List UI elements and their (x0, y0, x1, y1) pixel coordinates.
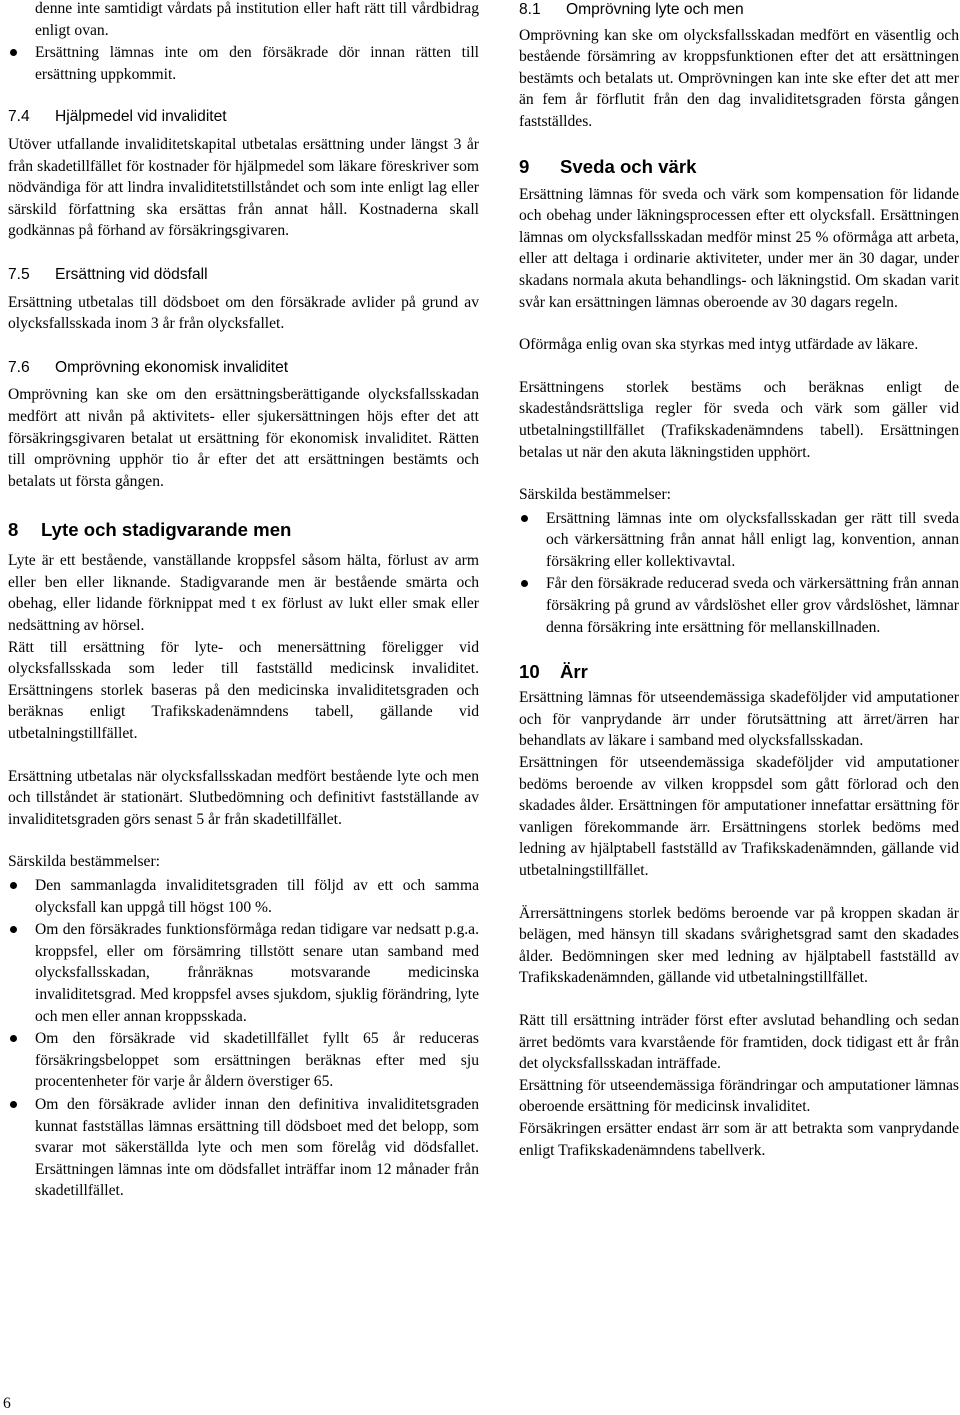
section-paragraph: Ersättningen för utseendemässiga skadeföljder vid amputationer bedöms beroende av vilken kroppsdel som gått förlorad och den skadades ålder. Ersättningen för amputationer innefattar ersättning för vanligen förekommande ärr. Ersättningens storlek bedöms med ledning av hjälptabell fastställd av Trafikskadenämnden, gällande vid utbetalningstillfället. (519, 754, 959, 879)
section-paragraph: Ersättning lämnas för utseendemässiga skadeföljder vid amputationer och för vanprydande ärr under förutsättning att ärret/ärren har behandlats av läkare i samband med olycksfallsskadan. (519, 689, 959, 750)
section-title: Omprövning ekonomisk invaliditet (55, 358, 289, 376)
section-paragraph: Ersättning utbetalas när olycksfallsskadan medfört bestående lyte och men och tillståndet är stationärt. Slutbedömning och definitivt fastställande av invaliditetsgraden görs senast 5 år från skadetillfället. (8, 767, 479, 828)
chapter-number: 10 (519, 661, 540, 683)
special-rules-label: Särskilda bestämmelser: (8, 853, 161, 871)
list-item (519, 573, 959, 638)
bullet-icon (10, 926, 17, 933)
chapter-heading (519, 660, 959, 684)
right-column (519, 0, 959, 1161)
section-8 (8, 518, 479, 1202)
section-body: Omprövning kan ske om olycksfallsskadan medfört en väsentlig och bestående försämring av kroppsfunktionen efter det att ersättningen bestämts och betalats ut. Omprövningen kan inte ske efter det att mer än fem år förflutit från den dag invaliditetsgraden första gången fastställdes. (519, 26, 959, 130)
list-item-text: denne inte samtidigt vårdats på institution eller haft rätt till vårdbidrag enligt ovan. (35, 0, 479, 39)
section-paragraph: Ersättningens storlek bestäms och beräknas enligt de skadeståndsrättsliga regler för sveda och värk som gäller vid utbetalningstillfället (Trafikskadenämndens tabell). Ersättningen betalas ut när den akuta läkningstiden upphört. (519, 378, 959, 461)
section-number: 7.6 (8, 358, 30, 376)
chapter-heading (8, 518, 479, 542)
list-item-text: Om den försäkrade avlider innan den definitiva invaliditetsgraden kunnat fastställas lämnas ersättning till dödsboet med det belopp, som svarar mot säkerställda lyte och men som förelåg vid dödsfallet. Ersättningen lämnas inte om dödsfallet inträffar inom 12 månader från skadetillfället. (35, 1095, 479, 1200)
bullet-icon (10, 49, 17, 56)
list-item (519, 508, 959, 573)
bullet-icon (521, 515, 528, 522)
section-heading (8, 357, 479, 379)
section-body: Utöver utfallande invaliditetskapital utbetalas ersättning under längst 3 år från skadetillfället för kostnader för hjälpmedel som läkare föreskriver som nödvändiga för att lindra invaliditetstillståndet och som inte enligt lag eller särskild författning ska ersättas från annat håll. Kostnaderna skall godkännas på förhand av försäkringsgivaren. (8, 135, 479, 240)
list-item-text: Ersättning lämnas inte om den försäkrade dör innan rätten till ersättning uppkommit. (35, 44, 479, 83)
section-title: Omprövning lyte och men (566, 1, 744, 18)
section-body: Omprövning kan ske om den ersättningsberättigande olycksfallsskadan medfört att nivån på aktivitets- eller sjukersättningen höjs efter det att försäkringsgivaren betalat ut ersättning för ekonomisk invaliditet. Rätten till omprövning upphör tio år efter det att ersättningen bestämts och betalats ut första gången. (8, 386, 479, 490)
section-paragraph: Ersättning för utseendemässiga förändringar och amputationer lämnas oberoende ersättning för medicinsk invaliditet. (519, 1076, 959, 1116)
section-paragraph: Oförmåga enlig ovan ska styrkas med intyg utfärdade av läkare. (519, 336, 919, 354)
section-10 (519, 660, 959, 1161)
section-paragraph: Lyte är ett bestående, vanställande kroppsfel såsom hälta, förlust av arm eller ben eller liknande. Stadigvarande men är bestående smärta och obehag, eller lidande förknippat med t ex förlust av lukt eller smak eller nedsättning av hörsel. (8, 552, 479, 635)
section-paragraph: Försäkringen ersätter endast ärr som är att betrakta som vanprydande enligt Trafikskadenämndens tabellverk. (519, 1119, 959, 1159)
bullet-icon (10, 1035, 17, 1042)
section-heading (8, 106, 479, 128)
chapter-title: Ärr (560, 661, 588, 683)
section-title: Hjälpmedel vid invaliditet (55, 108, 227, 126)
section-title: Ersättning vid dödsfall (55, 265, 208, 283)
page-number: 6 (3, 1395, 11, 1412)
section-paragraph: Rätt till ersättning inträder först efter avslutad behandling och sedan ärret bedömts vara kvarstående för framtiden, dock tidigast ett år från det olycksfallsskadan inträffade. (519, 1011, 959, 1073)
chapter-number: 9 (519, 155, 530, 177)
section-8-1 (519, 0, 959, 133)
bullet-icon (521, 580, 528, 587)
chapter-title: Lyte och stadigvarande men (41, 519, 292, 541)
list-item (8, 1028, 479, 1093)
special-rules-list (519, 508, 959, 639)
list-item-text: Om den försäkrades funktionsförmåga redan tidigare var nedsatt p.g.a. kroppsfel, eller om försämring tillstött senare utan samband med olycksfallsskadan, frånräknas motsvarande medicinska invaliditetsgrad. Med kroppsfel avses sjukdom, sjuklig förändring, lyte och men eller annan kroppsskada. (35, 921, 479, 1025)
section-number: 8.1 (519, 1, 541, 18)
list-item (8, 919, 479, 1027)
section-paragraph: Rätt till ersättning för lyte- och menersättning föreligger vid olycksfallsskada som leder till fastställd medicinsk invaliditet. Ersättningens storlek baseras på den medicinska invaliditetsgraden och beräknas enligt Trafikskadenämndens tabell, gällande vid utbetalningstillfället. (8, 638, 479, 743)
section-heading (519, 0, 959, 21)
section-7-5 (8, 264, 479, 335)
section-number: 7.4 (8, 108, 30, 126)
list-item-text: Får den försäkrade reducerad sveda och värkersättning från annan försäkring på grund av vårdslöshet eller grov vårdslöshet, lämnar denna försäkring inte ersättning för mellanskillnaden. (546, 575, 959, 636)
continued-bullet-list (8, 0, 479, 85)
section-9 (519, 155, 959, 639)
section-heading (8, 264, 479, 286)
section-body: Ersättning utbetalas till dödsboet om den försäkrade avlider på grund av olycksfallsskada inom 3 år från olycksfallet. (8, 293, 479, 333)
list-item-text: Ersättning lämnas inte om olycksfallsskadan ger rätt till sveda och värkersättning från annat håll enligt lag, konvention, annan försäkring eller kollektivavtal. (546, 509, 959, 570)
list-item-text: Om den försäkrade vid skadetillfället fyllt 65 år reduceras försäkringsbeloppet som ersättningen beräknas efter med sju procentenheter för varje år åldern överstiger 65. (35, 1030, 479, 1091)
bullet-icon (10, 1101, 17, 1108)
special-rules-list (8, 875, 479, 1202)
list-item (8, 0, 479, 41)
chapter-number: 8 (8, 519, 19, 541)
section-paragraph: Ersättning lämnas för sveda och värk som kompensation för lidande och obehag under läkningsprocessen efter ett olycksfall. Ersättningen lämnas om olycksfallsskadan medför minst 25 % oförmåga att arbeta, eller att deltaga i ordinarie aktiviteter, under mer än 30 dagar, under skadans normala akuta behandlings- och läkningstid. Om skadan varit svår kan ersättningen lämnas oberoende av 30 dagars regeln. (519, 185, 959, 311)
section-7-4 (8, 106, 479, 242)
bullet-icon (10, 882, 17, 889)
chapter-title: Sveda och värk (560, 155, 697, 177)
left-column (8, 0, 479, 1203)
section-7-6 (8, 357, 479, 493)
list-item (8, 1094, 479, 1202)
special-rules-label: Särskilda bestämmelser: (519, 486, 672, 504)
chapter-heading (519, 155, 959, 179)
list-item (8, 875, 479, 918)
section-number: 7.5 (8, 265, 30, 283)
list-item (8, 42, 479, 85)
section-paragraph: Ärrersättningens storlek bedöms beroende var på kroppen skadan är belägen, med hänsyn till skadans svårighetsgrad samt den skadades ålder. Bedömningen sker med ledning av hjälptabell fastställd av Trafikskadenämnden, gällande vid utbetalningstillfället. (519, 904, 959, 987)
list-item-text: Den sammanlagda invaliditetsgraden till följd av ett och samma olycksfall kan uppgå till högst 100 %. (35, 877, 479, 916)
